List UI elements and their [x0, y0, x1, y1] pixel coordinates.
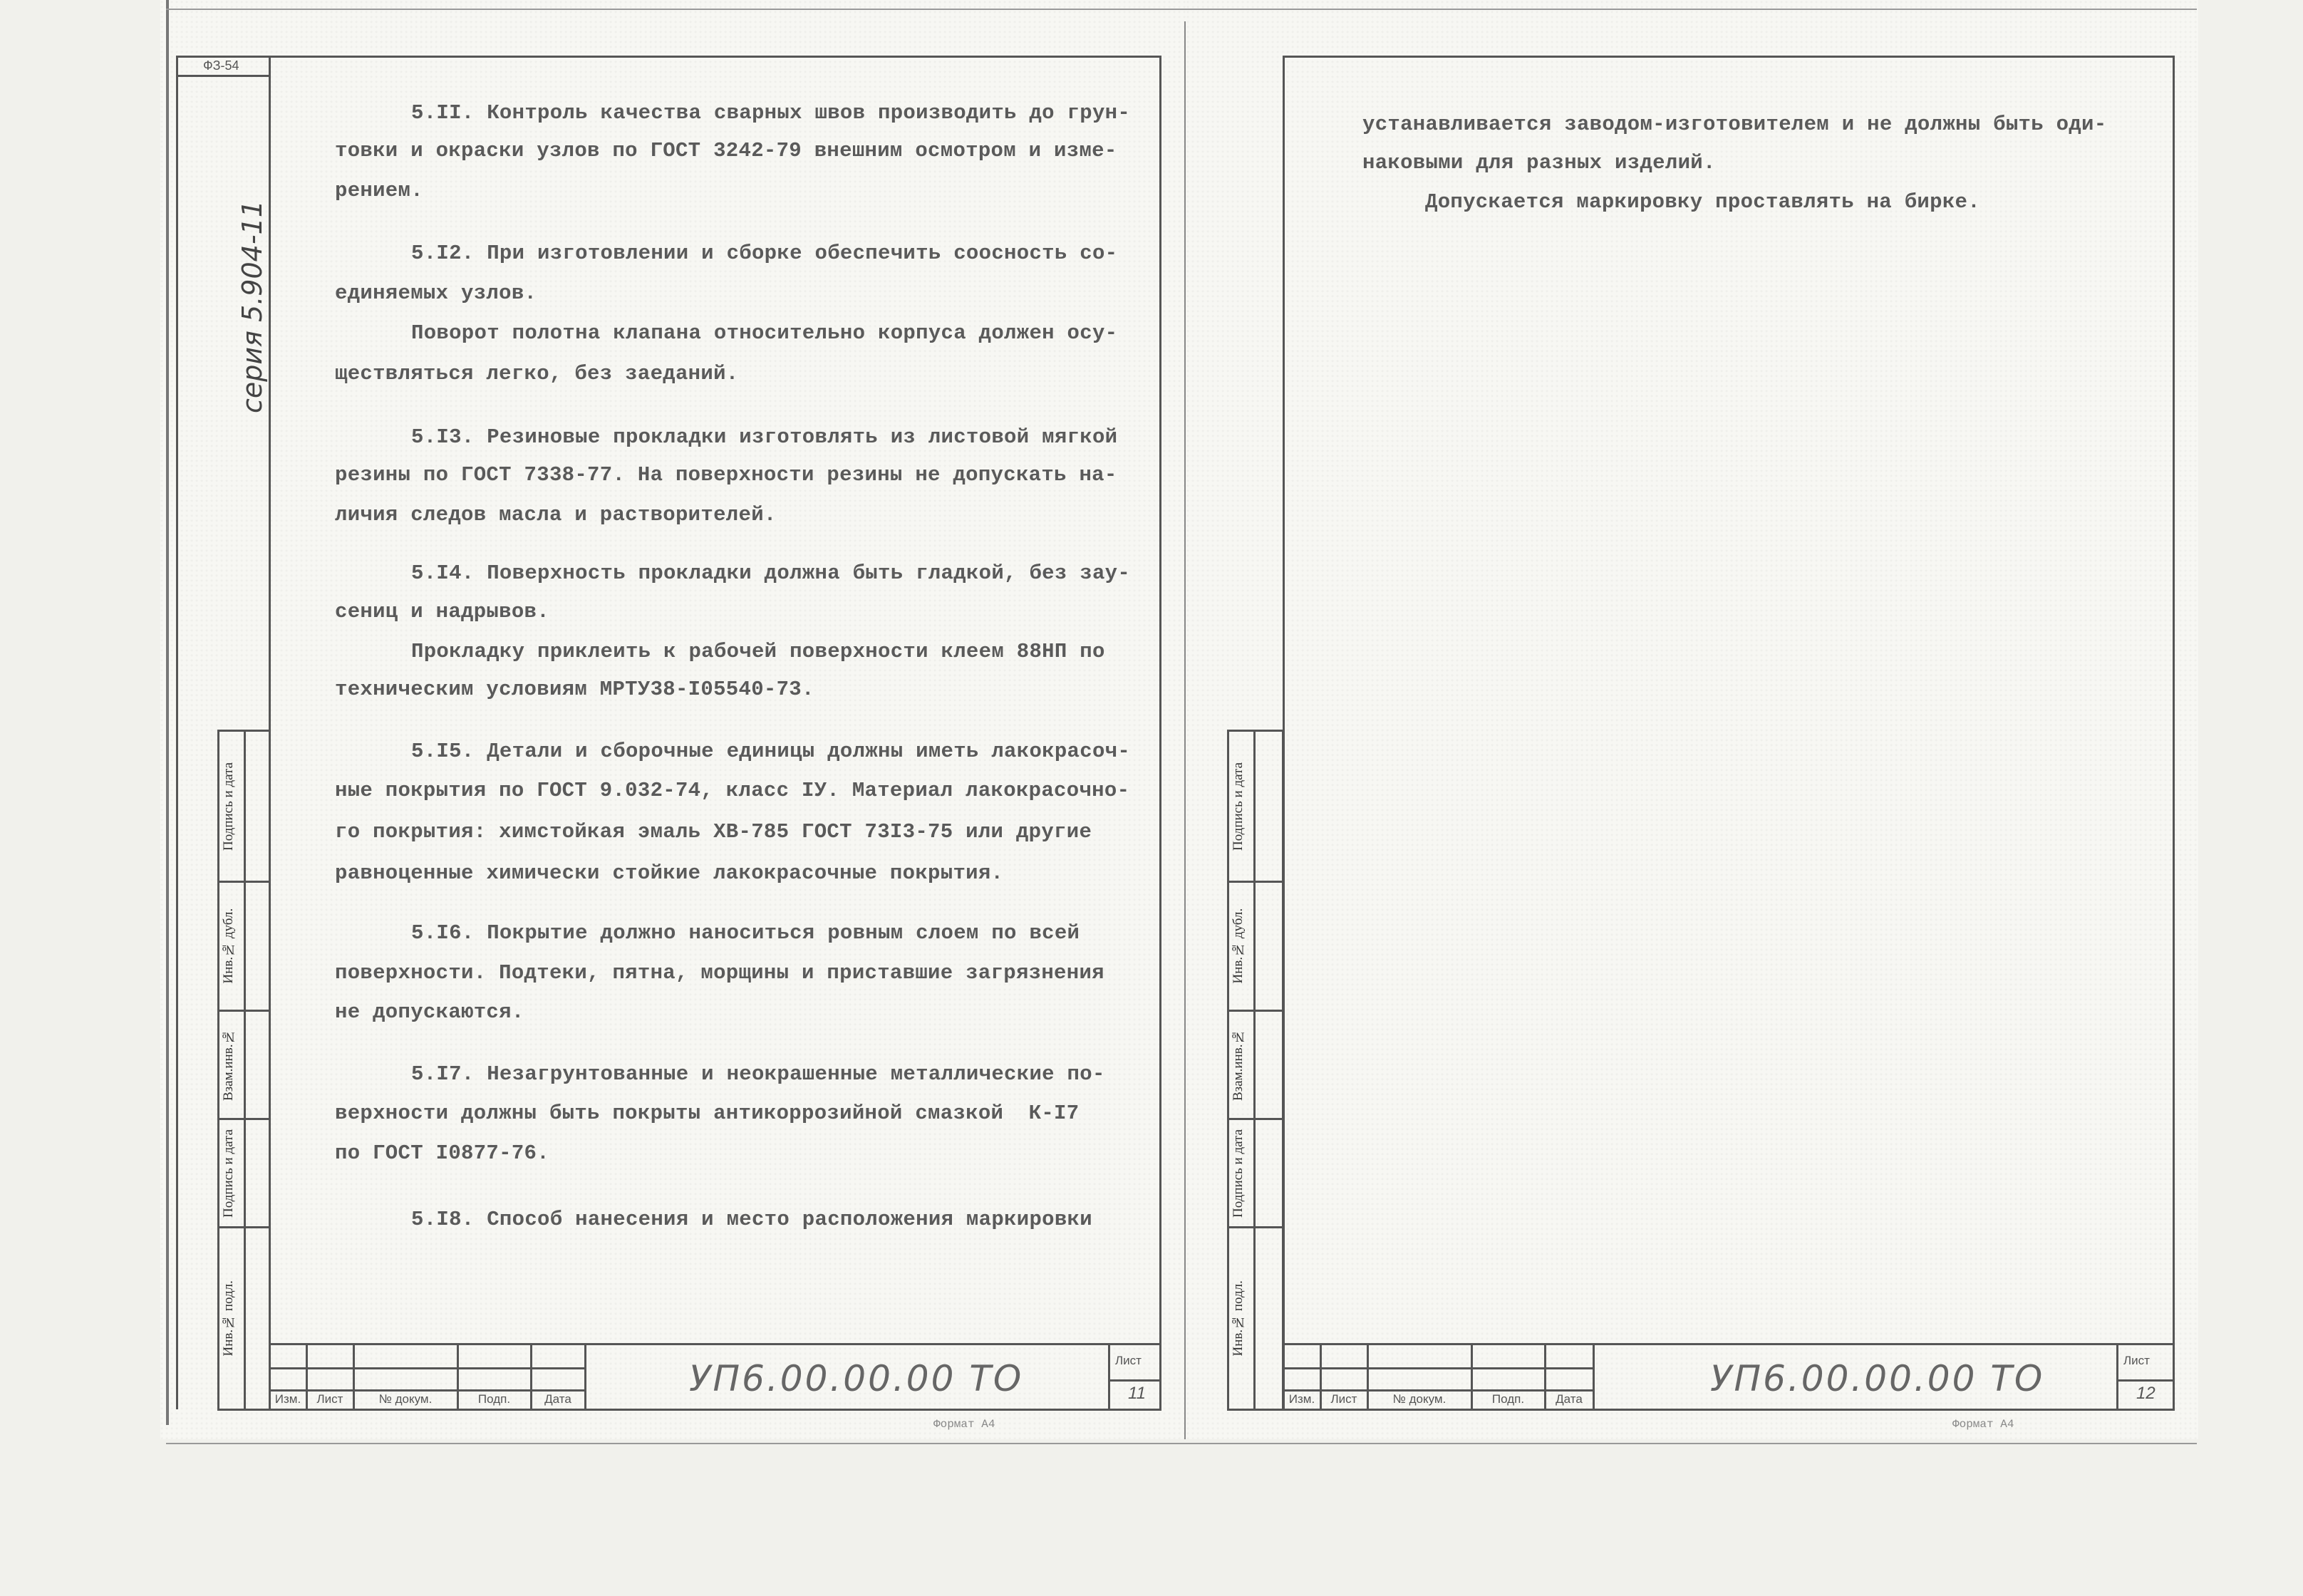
- title-block-column-label: Дата: [544, 1392, 571, 1406]
- side-strip-label: Инв.№ дубл.: [1231, 908, 1246, 984]
- text-line: го покрытия: химстойкая эмаль ХВ-785 ГОСТ 73I3-75 или другие: [335, 820, 1092, 844]
- title-block-column-label: Лист: [1330, 1392, 1357, 1406]
- text-line: верхности должны быть покрыты антикоррозийной смазкой К-I7: [335, 1102, 1080, 1125]
- side-strip-label: Взам.инв.№: [221, 1028, 236, 1101]
- document-code: УП6.00.00.00 ТО: [1710, 1358, 2045, 1399]
- grid-line: [457, 1345, 459, 1411]
- side-strip-divider: [1253, 732, 1256, 1409]
- text-line: личия следов масла и растворителей.: [335, 503, 777, 527]
- side-strip-divider: [244, 732, 246, 1409]
- text-line: 5.II. Контроль качества сварных швов производить до грун-: [411, 101, 1131, 125]
- grid-line: [306, 1345, 308, 1411]
- left-margin-line: [166, 0, 169, 1425]
- side-strip: [1227, 730, 1284, 1411]
- text-line: резины по ГОСТ 7338-77. На поверхности резины не допускать на-: [335, 463, 1117, 487]
- text-line: Прокладку приклеить к рабочей поверхности клеем 88НП по: [411, 640, 1105, 663]
- text-line: 5.I5. Детали и сборочные единицы должны иметь лакокрасоч-: [411, 740, 1131, 763]
- title-block-column-label: № докум.: [1392, 1392, 1447, 1406]
- left-binding-line: [176, 56, 178, 1409]
- grid-line: [2116, 1345, 2118, 1411]
- side-strip-label: Инв.№ подл.: [1231, 1280, 1246, 1357]
- text-line: по ГОСТ I0877-76.: [335, 1141, 549, 1165]
- grid-line: [1544, 1345, 1546, 1411]
- title-block-column-label: Изм.: [274, 1392, 301, 1406]
- grid-line: [1593, 1345, 1595, 1411]
- title-block-column-label: Подп.: [1491, 1392, 1525, 1406]
- text-line: сениц и надрывов.: [335, 600, 549, 623]
- side-strip-cell: [1229, 1010, 1282, 1118]
- grid-line: [1367, 1345, 1369, 1411]
- text-line: Допускается маркировку проставлять на бирке.: [1425, 190, 1980, 214]
- sheet-number: 11: [1128, 1384, 1146, 1403]
- grid-line: [1283, 1345, 1285, 1411]
- text-line: ществляться легко, без заеданий.: [335, 362, 739, 385]
- text-line: 5.I6. Покрытие должно наноситься ровным слоем по всей: [411, 921, 1080, 945]
- side-strip-label: Подпись и дата: [221, 762, 236, 851]
- grid-line: [1108, 1345, 1110, 1411]
- grid-line: [1283, 1389, 1593, 1392]
- text-line: не допускаются.: [335, 1000, 524, 1024]
- title-block: [269, 1343, 1161, 1411]
- title-block-column-label: Изм.: [1288, 1392, 1315, 1406]
- grid-line: [1283, 1367, 1593, 1369]
- side-strip-cell: [1229, 881, 1282, 1010]
- text-line: рением.: [335, 179, 423, 202]
- text-line: поверхности. Подтеки, пятна, морщины и приставшие загрязнения: [335, 961, 1104, 985]
- side-strip-label: Взам.инв.№: [1231, 1028, 1246, 1101]
- grid-line: [584, 1345, 586, 1411]
- grid-line: [269, 1345, 271, 1411]
- side-strip-label: Подпись и дата: [1231, 762, 1246, 851]
- text-line: Поворот полотна клапана относительно корпуса должен осу-: [411, 321, 1118, 345]
- title-block-column-label: Дата: [1556, 1392, 1583, 1406]
- right-page-frame: [1283, 56, 2175, 1411]
- text-line: 5.I3. Резиновые прокладки изготовлять из листовой мягкой: [411, 425, 1118, 449]
- text-line: единяемых узлов.: [335, 281, 537, 305]
- text-line: товки и окраски узлов по ГОСТ 3242-79 внешним осмотром и изме-: [335, 139, 1117, 162]
- grid-line: [530, 1345, 532, 1411]
- grid-line: [269, 1389, 584, 1392]
- grid-line: [1320, 1345, 1322, 1411]
- text-line: равноценные химически стойкие лакокрасочные покрытия.: [335, 861, 1004, 885]
- format-label: Формат А4: [933, 1418, 995, 1431]
- side-strip-cell: [1229, 1226, 1282, 1409]
- side-strip-cell: [1229, 1118, 1282, 1226]
- top-edge-line: [166, 9, 2197, 10]
- grid-line: [1471, 1345, 1473, 1411]
- document-code: УП6.00.00.00 ТО: [689, 1358, 1024, 1399]
- text-line: ные покрытия по ГОСТ 9.032-74, класс IУ. Материал лакокрасочно-: [335, 779, 1130, 802]
- series-label: серия 5.904-11: [237, 200, 268, 413]
- text-line: 5.I2. При изготовлении и сборке обеспечить соосность со-: [411, 242, 1118, 265]
- grid-line: [353, 1345, 355, 1411]
- side-strip: [217, 730, 271, 1411]
- title-block-column-label: № докум.: [378, 1392, 433, 1406]
- side-strip-label: Инв.№ дубл.: [221, 908, 236, 984]
- title-block-column-label: Подп.: [477, 1392, 511, 1406]
- grid-line: [1108, 1379, 1161, 1382]
- sheet-label: Лист: [2123, 1354, 2150, 1367]
- bottom-edge-line: [166, 1443, 2197, 1444]
- text-line: наковыми для разных изделий.: [1362, 151, 1716, 175]
- text-line: 5.I4. Поверхность прокладки должна быть гладкой, без зау-: [411, 561, 1131, 585]
- page-divider: [1184, 21, 1186, 1439]
- text-line: 5.I8. Способ нанесения и место расположения маркировки: [411, 1208, 1092, 1231]
- side-strip-cell: [1229, 732, 1282, 881]
- title-block: [1283, 1343, 2175, 1411]
- sheet-label: Лист: [1115, 1354, 1142, 1367]
- grid-line: [2116, 1379, 2175, 1382]
- title-block-column-label: Лист: [316, 1392, 343, 1406]
- text-line: техническим условиям МРТУ38-I05540-73.: [335, 678, 814, 701]
- corner-label: ФЗ-54: [203, 58, 239, 73]
- side-strip-label: Подпись и дата: [1231, 1128, 1246, 1218]
- text-line: 5.I7. Незагрунтованные и неокрашенные металлические по-: [411, 1062, 1105, 1086]
- side-strip-label: Инв.№ подл.: [221, 1280, 236, 1357]
- side-strip-label: Подпись и дата: [221, 1128, 236, 1218]
- format-label: Формат А4: [1952, 1418, 2014, 1431]
- sheet-number: 12: [2136, 1384, 2155, 1403]
- grid-line: [269, 1367, 584, 1369]
- text-line: устанавливается заводом-изготовителем и не должны быть оди-: [1362, 113, 2107, 136]
